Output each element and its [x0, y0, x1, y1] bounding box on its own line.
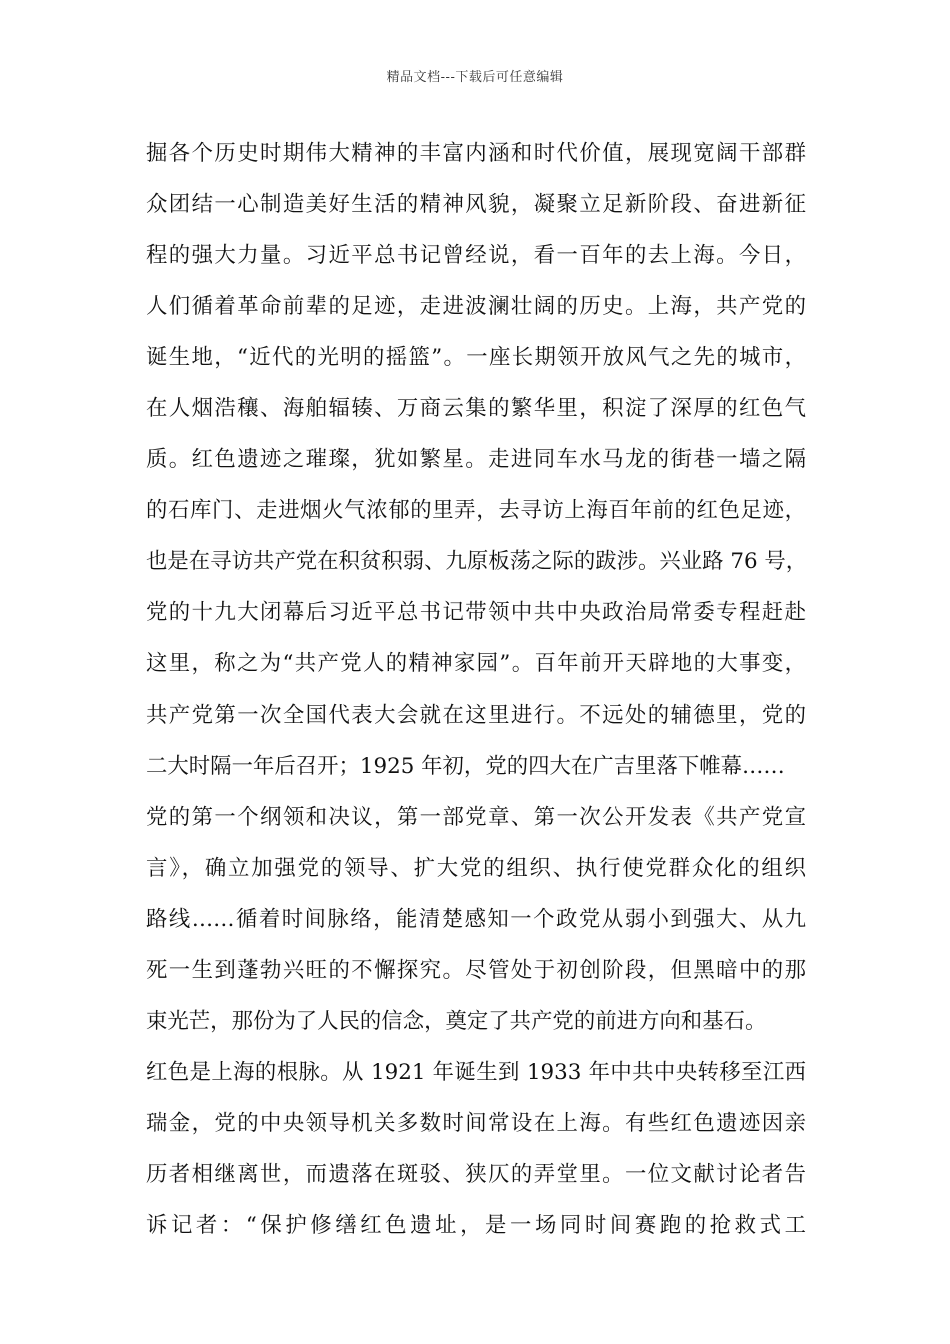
text-line: 的石库门、走进烟火气浓郁的里弄，去寻访上海百年前的红色足迹，	[146, 498, 806, 524]
text-line: 历者相继离世，而遗落在斑驳、狭仄的弄堂里。一位文献讨论者告	[146, 1161, 806, 1187]
text-line: 瑞金，党的中央领导机关多数时间常设在上海。有些红色遗迹因亲	[146, 1110, 806, 1136]
text-line: 诉记者：“保护修缮红色遗址，是一场同时间赛跑的抢救式工	[146, 1212, 806, 1238]
text-line: 死一生到蓬勃兴旺的不懈探究。尽管处于初创阶段，但黑暗中的那	[146, 957, 806, 983]
text-line: 言》，确立加强党的领导、扩大党的组织、执行使党群众化的组织	[146, 855, 806, 881]
body-text	[146, 128, 806, 1251]
text-line: 红色是上海的根脉。从 1921 年诞生到 1933 年中共中央转移至江西	[146, 1059, 806, 1085]
text-line: 二大时隔一年后召开；1925 年初，党的四大在广吉里落下帷幕……	[146, 753, 785, 779]
text-line: 质。红色遗迹之璀璨，犹如繁星。走进同车水马龙的街巷一墙之隔	[146, 447, 806, 473]
text-line: 路线……循着时间脉络，能清楚感知一个政党从弱小到强大、从九	[146, 906, 806, 932]
text-line: 掘各个历史时期伟大精神的丰富内涵和时代价值，展现宽阔干部群	[146, 141, 806, 166]
text-line: 诞生地，“近代的光明的摇篮”。一座长期领开放风气之先的城市，	[146, 345, 806, 371]
text-line: 也是在寻访共产党在积贫积弱、九原板荡之际的跋涉。兴业路 76 号，	[146, 549, 808, 575]
page-header: 精品文档---下载后可任意编辑	[386, 70, 564, 85]
text-line: 党的第一个纲领和决议，第一部党章、第一次公开发表《共产党宣	[146, 804, 806, 830]
text-line: 这里，称之为“共产党人的精神家园”。百年前开天辟地的大事变，	[146, 651, 806, 677]
text-line: 众团结一心制造美好生活的精神风貌，凝聚立足新阶段、奋进新征	[146, 192, 806, 218]
text-line: 束光芒，那份为了人民的信念，奠定了共产党的前进方向和基石。	[146, 1008, 767, 1034]
text-line: 共产党第一次全国代表大会就在这里进行。不远处的辅德里，党的	[146, 702, 806, 728]
text-line: 人们循着革命前辈的足迹，走进波澜壮阔的历史。上海，共产党的	[146, 294, 806, 320]
text-line: 在人烟浩穰、海舶辐辏、万商云集的繁华里，积淀了深厚的红色气	[146, 396, 806, 422]
text-line: 程的强大力量。习近平总书记曾经说，看一百年的去上海。今日，	[146, 243, 806, 269]
text-line: 党的十九大闭幕后习近平总书记带领中共中央政治局常委专程赶赴	[146, 600, 806, 626]
